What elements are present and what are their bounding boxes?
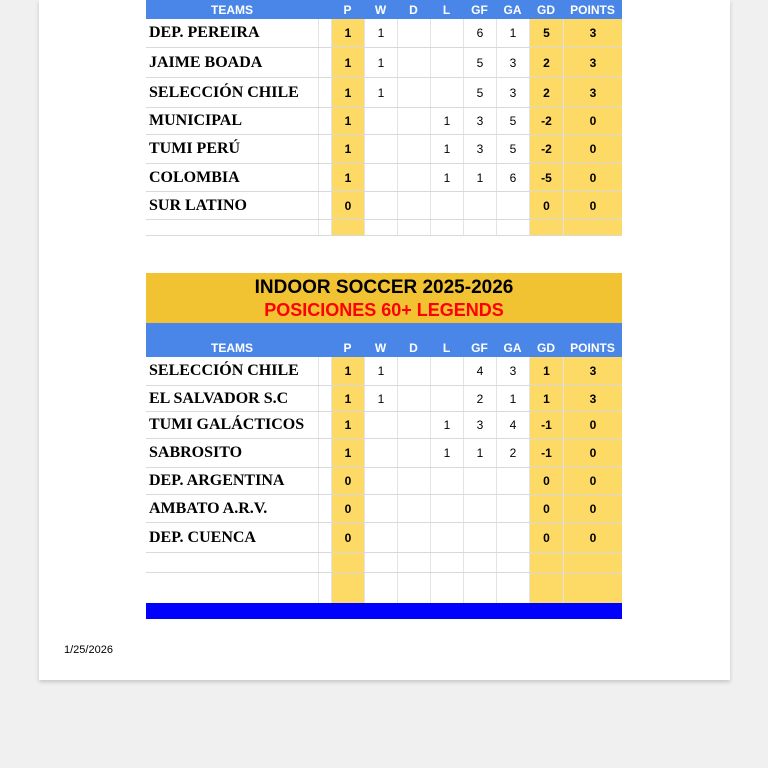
stat-l xyxy=(430,78,463,107)
stat-ga xyxy=(496,573,529,605)
row-spacer xyxy=(318,412,331,438)
stat-l xyxy=(430,573,463,605)
stat-pts: 0 xyxy=(563,468,622,494)
stat-gd xyxy=(529,573,563,605)
stat-w xyxy=(364,439,397,467)
stat-d xyxy=(397,412,430,438)
stat-gd: 0 xyxy=(529,523,563,552)
column-header-ga: GA xyxy=(496,0,529,19)
stat-pts xyxy=(563,220,622,235)
stat-d xyxy=(397,386,430,411)
stat-gf: 3 xyxy=(463,135,496,163)
stat-w xyxy=(364,412,397,438)
stat-gf xyxy=(463,192,496,219)
column-header-pts: POINTS xyxy=(563,323,622,357)
table-row xyxy=(146,573,622,606)
stat-pts xyxy=(563,553,622,572)
stat-p: 1 xyxy=(331,19,364,47)
stat-p xyxy=(331,220,364,235)
team-name: JAIME BOADA xyxy=(149,53,263,71)
column-header-l: L xyxy=(430,0,463,19)
stat-d xyxy=(397,573,430,605)
stat-l xyxy=(430,523,463,552)
stat-p: 0 xyxy=(331,523,364,552)
column-header-w: W xyxy=(364,0,397,19)
stat-gd: 2 xyxy=(529,48,563,77)
stat-ga xyxy=(496,553,529,572)
table-row xyxy=(146,523,622,553)
stat-gf: 3 xyxy=(463,412,496,438)
stat-gf: 1 xyxy=(463,439,496,467)
stat-p: 1 xyxy=(331,135,364,163)
row-spacer xyxy=(318,468,331,494)
stat-gd xyxy=(529,220,563,235)
stat-l: 1 xyxy=(430,439,463,467)
stat-w: 1 xyxy=(364,357,397,385)
stat-pts: 0 xyxy=(563,164,622,191)
stat-gd: 5 xyxy=(529,19,563,47)
stat-gd: -2 xyxy=(529,135,563,163)
team-name: AMBATO A.R.V. xyxy=(149,499,268,517)
team-name xyxy=(146,553,318,572)
table-row xyxy=(146,19,622,48)
row-spacer xyxy=(318,553,331,572)
column-header-d: D xyxy=(397,323,430,357)
team-name xyxy=(146,220,318,235)
stat-p: 0 xyxy=(331,495,364,522)
column-header-gf: GF xyxy=(463,0,496,19)
stat-gd: 1 xyxy=(529,357,563,385)
stat-d xyxy=(397,108,430,134)
stat-ga: 5 xyxy=(496,108,529,134)
stat-p: 1 xyxy=(331,108,364,134)
banner-title: INDOOR SOCCER 2025-2026 xyxy=(254,277,514,298)
stat-d xyxy=(397,439,430,467)
team-name: COLOMBIA xyxy=(149,168,240,186)
column-header-pts: POINTS xyxy=(563,0,622,19)
stat-w xyxy=(364,108,397,134)
row-spacer xyxy=(318,495,331,522)
stat-d xyxy=(397,192,430,219)
row-spacer xyxy=(318,386,331,411)
stat-w xyxy=(364,220,397,235)
table-row xyxy=(146,135,622,164)
stat-ga: 3 xyxy=(496,357,529,385)
stat-gd xyxy=(529,553,563,572)
stat-gf xyxy=(463,573,496,605)
stat-l xyxy=(430,19,463,47)
team-name: DEP. CUENCA xyxy=(149,528,256,546)
table-row xyxy=(146,78,622,108)
stat-w: 1 xyxy=(364,48,397,77)
stat-gf xyxy=(463,523,496,552)
row-spacer xyxy=(318,357,331,385)
stat-gd: -5 xyxy=(529,164,563,191)
stat-pts: 3 xyxy=(563,48,622,77)
stat-w xyxy=(364,192,397,219)
team-name: SELECCIÓN CHILE xyxy=(149,362,299,379)
row-spacer xyxy=(318,164,331,191)
stat-pts: 0 xyxy=(563,192,622,219)
print-date: 1/25/2026 xyxy=(64,644,113,656)
stat-gf: 5 xyxy=(463,78,496,107)
stat-w xyxy=(364,553,397,572)
table-row xyxy=(146,495,622,523)
table-row xyxy=(146,220,622,236)
stat-p xyxy=(331,553,364,572)
table-row xyxy=(146,357,622,386)
row-spacer xyxy=(318,19,331,47)
team-name: SELECCIÓN CHILE xyxy=(149,83,299,101)
stat-l xyxy=(430,192,463,219)
stat-w xyxy=(364,523,397,552)
bottom-blue-bar xyxy=(146,603,622,619)
stat-pts: 0 xyxy=(563,439,622,467)
stat-p: 0 xyxy=(331,468,364,494)
team-name: EL SALVADOR S.C xyxy=(149,389,289,407)
stat-w xyxy=(364,495,397,522)
stat-w: 1 xyxy=(364,78,397,107)
stat-pts: 0 xyxy=(563,412,622,438)
team-name: TUMI GALÁCTICOS xyxy=(149,416,305,433)
stat-gf: 4 xyxy=(463,357,496,385)
column-header-ga: GA xyxy=(496,323,529,357)
stat-ga xyxy=(496,220,529,235)
stat-gf xyxy=(463,553,496,572)
table-row xyxy=(146,164,622,192)
table-row xyxy=(146,48,622,78)
row-spacer xyxy=(318,135,331,163)
stat-ga: 5 xyxy=(496,135,529,163)
table-header-row xyxy=(146,0,622,19)
stat-l xyxy=(430,357,463,385)
stat-gd: -2 xyxy=(529,108,563,134)
team-name: TUMI PERÚ xyxy=(149,140,241,157)
stat-pts xyxy=(563,573,622,605)
stat-gf: 6 xyxy=(463,19,496,47)
stat-pts: 0 xyxy=(563,523,622,552)
stat-pts: 3 xyxy=(563,357,622,385)
stat-ga xyxy=(496,523,529,552)
stat-ga: 6 xyxy=(496,164,529,191)
row-spacer xyxy=(318,439,331,467)
table-row xyxy=(146,192,622,220)
stat-gd: 1 xyxy=(529,386,563,411)
stat-p: 1 xyxy=(331,48,364,77)
column-header-gd: GD xyxy=(529,0,563,19)
stat-l xyxy=(430,220,463,235)
table-header-row xyxy=(146,323,622,357)
stat-d xyxy=(397,523,430,552)
table-row xyxy=(146,553,622,573)
stat-w: 1 xyxy=(364,19,397,47)
stat-d xyxy=(397,164,430,191)
stat-p: 1 xyxy=(331,439,364,467)
stat-d xyxy=(397,48,430,77)
stat-gd: -1 xyxy=(529,412,563,438)
stat-l: 1 xyxy=(430,412,463,438)
stat-p: 1 xyxy=(331,164,364,191)
stat-p: 1 xyxy=(331,78,364,107)
stat-w xyxy=(364,573,397,605)
column-header-gf: GF xyxy=(463,323,496,357)
stat-pts: 0 xyxy=(563,135,622,163)
stat-gf xyxy=(463,220,496,235)
stat-ga: 2 xyxy=(496,439,529,467)
stat-d xyxy=(397,78,430,107)
stat-gd: 0 xyxy=(529,468,563,494)
stat-pts: 3 xyxy=(563,386,622,411)
column-header-team: TEAMS xyxy=(146,0,318,19)
stat-ga xyxy=(496,495,529,522)
stat-p: 1 xyxy=(331,412,364,438)
row-spacer xyxy=(318,220,331,235)
stat-w xyxy=(364,135,397,163)
stat-l: 1 xyxy=(430,108,463,134)
column-header-d: D xyxy=(397,0,430,19)
stat-l xyxy=(430,48,463,77)
table-row xyxy=(146,439,622,468)
section-banner xyxy=(146,273,622,323)
column-header-team: TEAMS xyxy=(146,323,318,357)
column-header-l: L xyxy=(430,323,463,357)
stat-d xyxy=(397,553,430,572)
stat-d xyxy=(397,468,430,494)
stat-ga xyxy=(496,468,529,494)
table-row xyxy=(146,468,622,495)
stat-d xyxy=(397,357,430,385)
stat-d xyxy=(397,135,430,163)
stat-gf: 2 xyxy=(463,386,496,411)
team-name: DEP. ARGENTINA xyxy=(149,472,285,489)
stat-d xyxy=(397,19,430,47)
stat-ga: 4 xyxy=(496,412,529,438)
stat-l xyxy=(430,495,463,522)
stat-p: 1 xyxy=(331,357,364,385)
team-name: MUNICIPAL xyxy=(149,112,243,129)
stat-pts: 3 xyxy=(563,19,622,47)
team-name: DEP. PEREIRA xyxy=(149,24,260,41)
column-header-p: P xyxy=(331,323,364,357)
stat-l xyxy=(430,468,463,494)
standings-table-legends xyxy=(146,323,622,606)
stat-l: 1 xyxy=(430,135,463,163)
stat-gf xyxy=(463,495,496,522)
row-spacer xyxy=(318,78,331,107)
stat-gf: 5 xyxy=(463,48,496,77)
stat-ga xyxy=(496,192,529,219)
stat-pts: 0 xyxy=(563,495,622,522)
stat-gf: 1 xyxy=(463,164,496,191)
row-spacer xyxy=(318,48,331,77)
stat-l xyxy=(430,386,463,411)
stat-gd: 0 xyxy=(529,192,563,219)
stat-l: 1 xyxy=(430,164,463,191)
team-name: SABROSITO xyxy=(149,444,243,461)
stat-w xyxy=(364,468,397,494)
stat-l xyxy=(430,553,463,572)
stat-pts: 0 xyxy=(563,108,622,134)
column-header-w: W xyxy=(364,323,397,357)
banner-subtitle: POSICIONES 60+ LEGENDS xyxy=(264,300,504,320)
header-spacer xyxy=(318,323,331,357)
team-name: SUR LATINO xyxy=(149,196,247,214)
stat-gf xyxy=(463,468,496,494)
table-row xyxy=(146,108,622,135)
stat-gf: 3 xyxy=(463,108,496,134)
stat-ga: 1 xyxy=(496,386,529,411)
stat-d xyxy=(397,220,430,235)
stat-w: 1 xyxy=(364,386,397,411)
table-row xyxy=(146,386,622,412)
header-spacer xyxy=(318,0,331,19)
stat-gd: 0 xyxy=(529,495,563,522)
stat-d xyxy=(397,495,430,522)
stat-pts: 3 xyxy=(563,78,622,107)
row-spacer xyxy=(318,523,331,552)
row-spacer xyxy=(318,192,331,219)
stat-gd: -1 xyxy=(529,439,563,467)
stat-p xyxy=(331,573,364,605)
standings-table-open xyxy=(146,0,622,236)
stat-w xyxy=(364,164,397,191)
table-row xyxy=(146,412,622,439)
stat-p: 0 xyxy=(331,192,364,219)
stat-gd: 2 xyxy=(529,78,563,107)
column-header-p: P xyxy=(331,0,364,19)
stat-ga: 1 xyxy=(496,19,529,47)
row-spacer xyxy=(318,573,331,605)
column-header-gd: GD xyxy=(529,323,563,357)
row-spacer xyxy=(318,108,331,134)
stat-ga: 3 xyxy=(496,78,529,107)
stat-p: 1 xyxy=(331,386,364,411)
stat-ga: 3 xyxy=(496,48,529,77)
team-name xyxy=(146,573,318,605)
